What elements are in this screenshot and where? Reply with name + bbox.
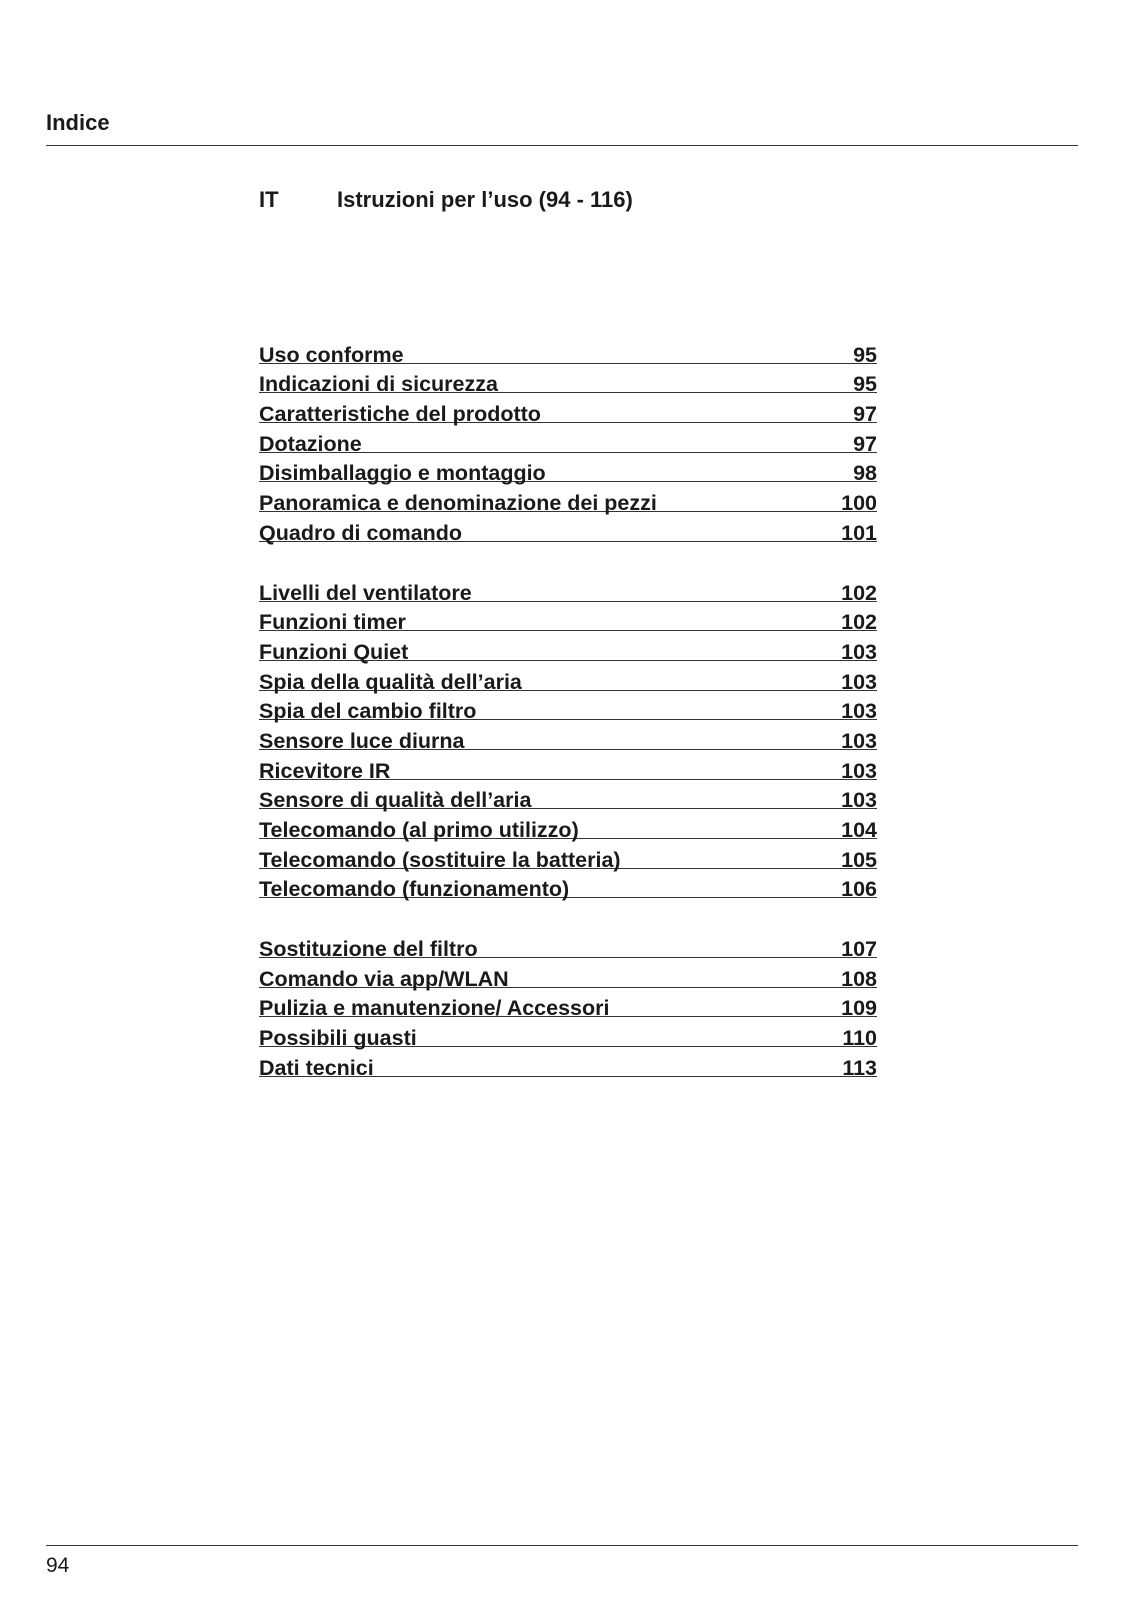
toc-entry-label: Livelli del ventilatore xyxy=(259,580,472,605)
toc-entry-label: Spia del cambio filtro xyxy=(259,699,477,724)
toc-entry-label: Sensore di qualità dell’aria xyxy=(259,788,532,813)
toc-entry-label: Caratteristiche del prodotto xyxy=(259,402,541,427)
toc-entry-page: 97 xyxy=(853,402,877,427)
toc-entry-page: 103 xyxy=(841,639,877,664)
toc-entry[interactable] xyxy=(259,631,877,664)
toc-entry[interactable] xyxy=(259,661,877,694)
footer-divider xyxy=(46,1545,1078,1546)
toc-entry-page: 101 xyxy=(841,520,877,545)
toc-entry-page: 110 xyxy=(842,1026,877,1051)
toc-entry-page: 103 xyxy=(841,788,877,813)
toc-entry-page: 105 xyxy=(841,847,877,872)
toc-entry-label: Sensore luce diurna xyxy=(259,728,465,753)
page-title: Indice xyxy=(46,110,110,135)
toc-entry-label: Possibili guasti xyxy=(259,1026,417,1051)
toc-entry-label: Funzioni Quiet xyxy=(259,639,409,664)
toc-entry-label: Disimballaggio e montaggio xyxy=(259,461,546,486)
toc-entry-label: Ricevitore IR xyxy=(259,758,391,783)
section-title: Istruzioni per l’uso (94 - 116) xyxy=(337,187,633,212)
toc-entry-page: 97 xyxy=(853,431,877,456)
toc-entry-page: 100 xyxy=(841,491,877,516)
toc-entry[interactable] xyxy=(259,334,877,367)
toc-entry[interactable] xyxy=(259,482,877,516)
toc-entry[interactable] xyxy=(259,691,877,724)
toc-entry-label: Sostituzione del filtro xyxy=(259,937,478,962)
toc-entry-label: Uso conforme xyxy=(259,342,404,367)
header-divider xyxy=(46,145,1078,146)
toc-entry-label: Telecomando (al primo utilizzo) xyxy=(259,818,579,842)
toc-entry[interactable] xyxy=(259,988,877,1021)
toc-entry[interactable] xyxy=(259,809,877,842)
toc-entry[interactable] xyxy=(259,750,877,783)
toc-entry[interactable] xyxy=(259,1017,877,1051)
toc-entry[interactable] xyxy=(259,512,877,545)
toc-entry[interactable] xyxy=(259,720,877,753)
toc-entry-label: Telecomando (sostituire la batteria) xyxy=(259,847,621,872)
toc-group xyxy=(259,334,877,545)
toc-entry-label: Comando via app/WLAN xyxy=(259,966,509,991)
toc-entry-label: Panoramica e denominazione dei pezzi xyxy=(259,491,657,516)
toc-entry-page: 106 xyxy=(841,877,877,902)
toc-entry[interactable] xyxy=(259,393,877,427)
toc-entry-page: 109 xyxy=(841,996,877,1021)
toc-entry[interactable] xyxy=(259,602,877,635)
toc-entry-label: Dati tecnici xyxy=(259,1055,374,1080)
toc-entry-label: Dotazione xyxy=(259,431,362,456)
toc-entry-page: 102 xyxy=(841,580,877,605)
toc-entry[interactable] xyxy=(259,1047,877,1080)
toc-entry-page: 103 xyxy=(841,669,877,694)
toc-entry-label: Telecomando (funzionamento) xyxy=(259,877,570,902)
toc-entry[interactable] xyxy=(259,958,877,991)
toc-entry-page: 103 xyxy=(841,699,877,724)
toc-entry[interactable] xyxy=(259,453,877,486)
toc-group xyxy=(259,928,877,1080)
toc-entry[interactable] xyxy=(259,572,877,605)
page-number: 94 xyxy=(46,1554,70,1577)
toc-entry[interactable] xyxy=(259,839,877,872)
toc-entry[interactable] xyxy=(259,928,877,962)
toc-group xyxy=(259,572,877,902)
toc-entry[interactable] xyxy=(259,869,877,902)
toc-entry-page: 103 xyxy=(841,758,877,783)
toc-entry-label: Pulizia e manutenzione/ Accessori xyxy=(259,996,610,1021)
toc-entry-label: Funzioni timer xyxy=(259,610,406,635)
toc-entry-page: 108 xyxy=(841,966,877,991)
toc-entry-page: 95 xyxy=(853,342,877,367)
toc-entry-page: 113 xyxy=(842,1055,877,1080)
toc-entry[interactable] xyxy=(259,364,877,397)
toc-entry-label: Quadro di comando xyxy=(259,520,463,545)
table-of-contents xyxy=(259,334,877,1107)
toc-entry-label: Indicazioni di sicurezza xyxy=(259,372,498,397)
toc-entry-page: 103 xyxy=(841,728,877,753)
toc-entry-page: 102 xyxy=(841,610,877,635)
toc-entry-page: 104 xyxy=(841,818,877,842)
toc-entry-page: 107 xyxy=(841,937,877,962)
toc-entry-page: 98 xyxy=(853,461,877,486)
toc-entry-page: 95 xyxy=(853,372,877,397)
toc-entry[interactable] xyxy=(259,423,877,456)
section-language-code: IT xyxy=(259,187,279,212)
toc-entry[interactable] xyxy=(259,780,877,813)
toc-entry-label: Spia della qualità dell’aria xyxy=(259,669,522,694)
